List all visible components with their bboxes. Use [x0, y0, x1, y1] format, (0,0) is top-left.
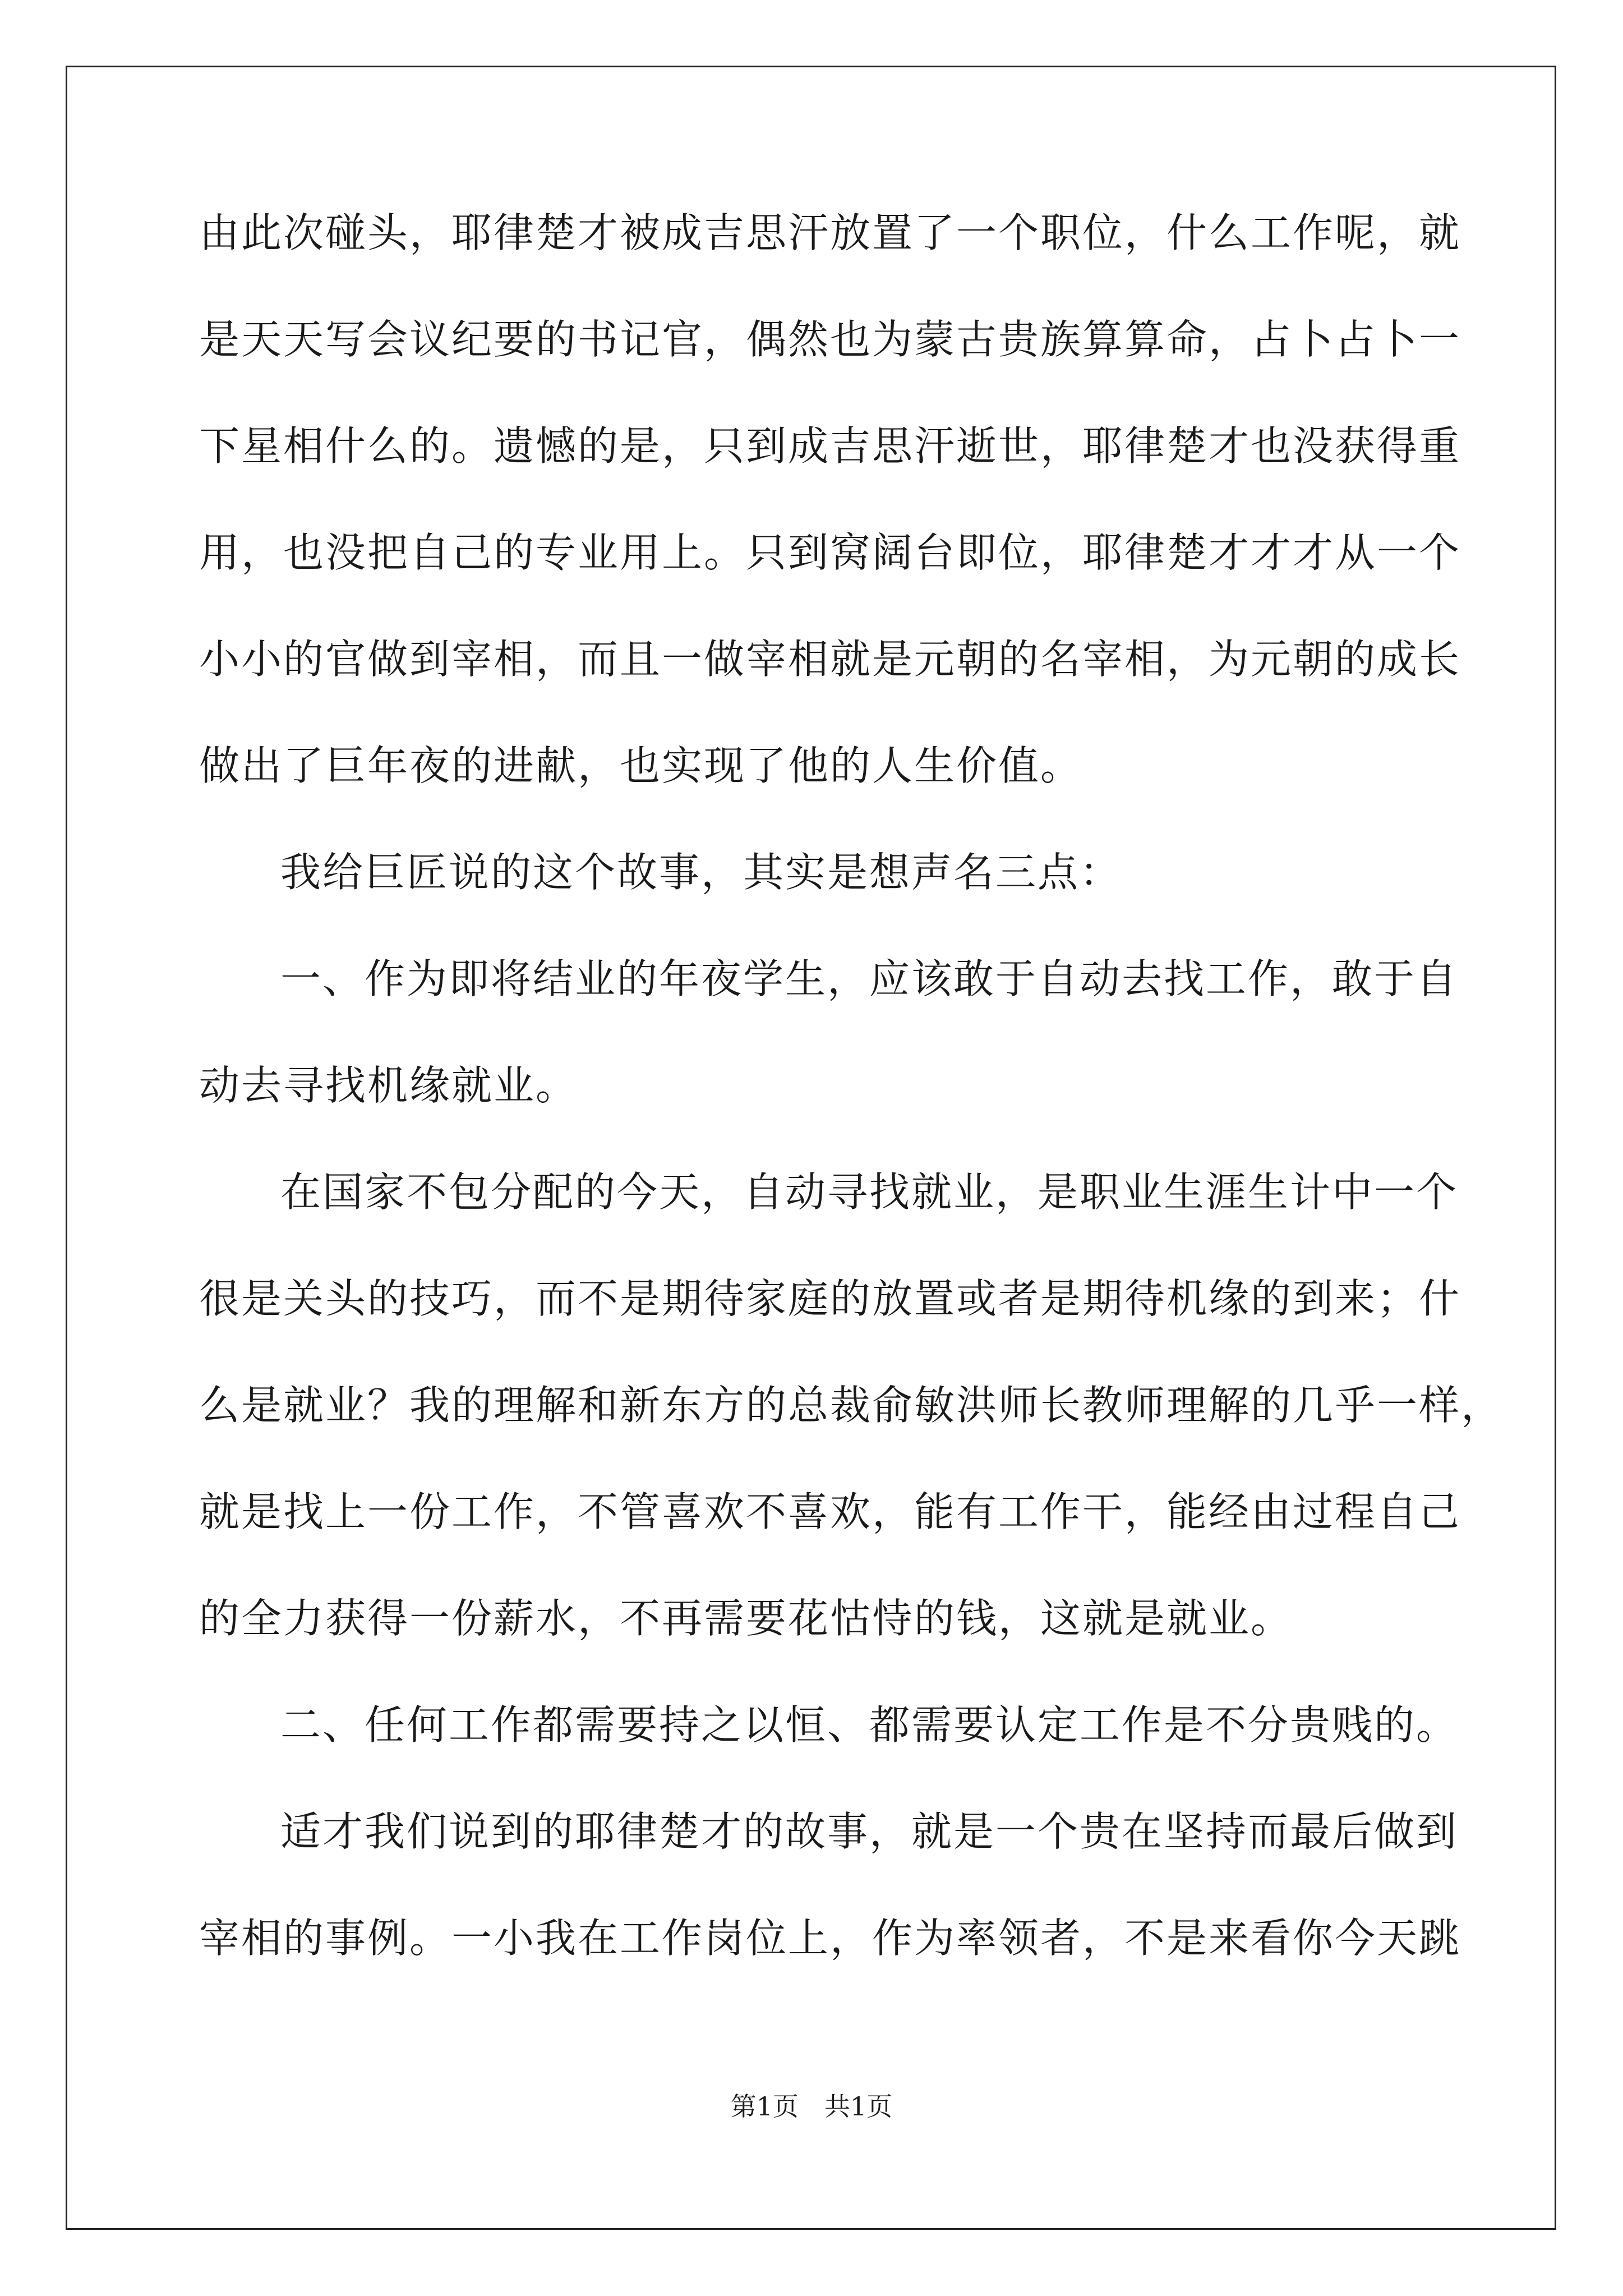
text-line: 宰相的事例。一小我在工作岗位上，作为率领者，不是来看你今天跳: [199, 1915, 1461, 1962]
text-line: 做出了巨年夜的进献，也实现了他的人生价值。: [199, 742, 1083, 789]
text-line: 用，也没把自己的专业用上。只到窝阔台即位，耶律楚才才才从一个: [199, 529, 1461, 576]
text-line: 由此次碰头，耶律楚才被成吉思汗放置了一个职位，什么工作呢，就: [199, 209, 1461, 256]
text-line: 很是关头的技巧，而不是期待家庭的放置或者是期待机缘的到来；什: [199, 1275, 1461, 1322]
text-line: 是天天写会议纪要的书记官，偶然也为蒙古贵族算算命，占卜占卜一: [199, 316, 1461, 363]
paragraph-line: 一、作为即将结业的年夜学生，应该敢于自动去找工作，敢于自: [280, 955, 1459, 1002]
text-line: 么是就业？我的理解和新东方的总裁俞敏洪师长教师理解的几乎一样，: [199, 1382, 1504, 1429]
paragraph-line: 适才我们说到的耶律楚才的故事，就是一个贵在坚持而最后做到: [280, 1808, 1459, 1855]
text-line: 就是找上一份工作，不管喜欢不喜欢，能有工作干，能经由过程自己: [199, 1488, 1461, 1535]
paragraph-line: 二、任何工作都需要持之以恒、都需要认定工作是不分贵贱的。: [280, 1701, 1459, 1749]
text-line: 下星相什么的。遗憾的是，只到成吉思汗逝世，耶律楚才也没获得重: [199, 422, 1461, 470]
text-line: 小小的官做到宰相，而且一做宰相就是元朝的名宰相，为元朝的成长: [199, 636, 1461, 683]
text-line: 动去寻找机缘就业。: [199, 1062, 578, 1109]
page-border: [66, 66, 1556, 2230]
page-footer: 第1页 共1页: [730, 2091, 893, 2122]
text-line: 的全力获得一份薪水，不再需要花怙恃的钱，这就是就业。: [199, 1595, 1293, 1642]
paragraph-line: 在国家不包分配的今天，自动寻找就业，是职业生涯生计中一个: [280, 1168, 1459, 1216]
paragraph-line: 我给巨匠说的这个故事，其实是想声名三点：: [280, 849, 1122, 896]
